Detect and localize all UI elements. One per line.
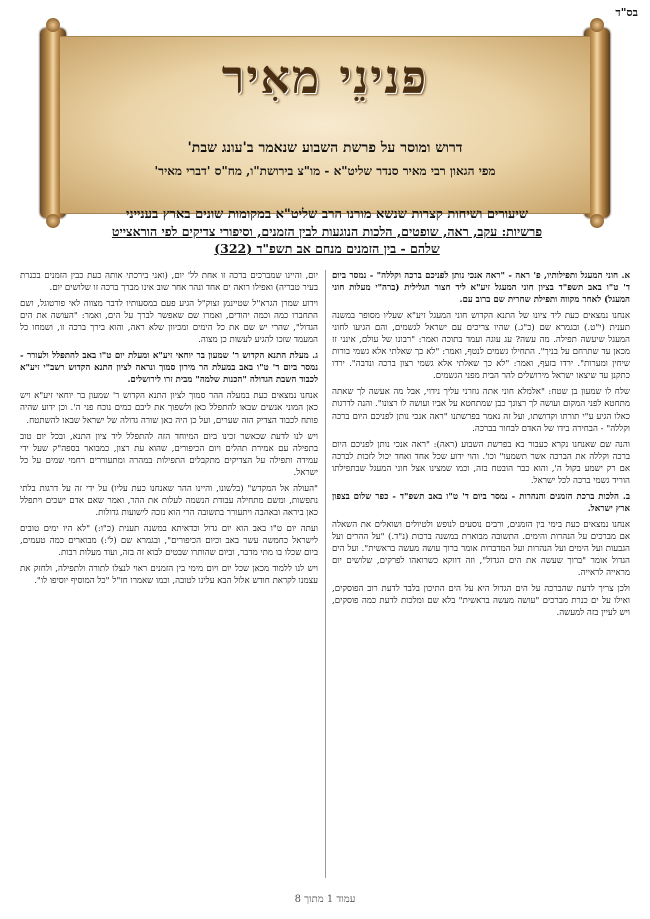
masthead-scroll (46, 22, 604, 220)
paragraph: שלח לו שמעון בן שטח: "אלמלא חוני אתה גוזרני עליך נידוי, אבל מה אעשה לך שאתה מתחטא לפני המקום ועושה לך רצונך כבן שמתחטא על אביו ועושה לו רצונו". והנה לדרגות כאלו הגיע ע"י תורתו וקדושתו, ועל זה נאמר בפרשתנו "ראה אנכי נותן לפניכם היום ברכה וקללה" - הבחירה בידו של האדם לבחור בברכה. (332, 387, 630, 434)
paragraph: יום, והיינו שמברכים ברכה זו אחת לל' יום, (ואני בירכתי אותה כעת כבין הזמנים בכנרת בעיר טבריה) ואפילו רואה ים אחד ונהר אחר שוב אינו מברך ברכה זו שלושים יום. (20, 271, 318, 294)
paragraph: ב. הלכות ברכת הזמנים והנהרות - נמסר ביום ד' ט"ו באב תשפ"ד - כפר שלום בצפון ארץ ישראל. (332, 491, 630, 514)
headline-line-2: פרשיות: עקב, ראה, שופטים, הלכות הנוגעות לבין הזמנים, וסיפורי צדיקים לפי הוראצייט (111, 224, 543, 239)
masthead-title: פנינֵי מאִיר (221, 50, 429, 104)
paragraph: ויש לנו לדעת שכאשר זכינו ביום המיוחד הזה להתפלל ליד ציון התנא, ובכל יום טוב בתפילה עם אמירת תהלים ויום הכיפורים, שהוא עת רצון, כמבואר בספה"ק שעל ידי עמידה ותפילה על הצדיקים מתקבלים התפילות במהרה ומתעוררים רחמי שמים על כל ישראל. (20, 431, 318, 478)
headline-line-1: שיעורים ושיחות קצרות שנשא מורנו הרב שליט"א במקומות שונים בארץ בענייני (125, 207, 529, 222)
masthead-author-line: מפי הגאון רבי מאיר סנדר שליט"א - מו"צ בירושת"ו, מח"ס 'דברי מאיר' (154, 164, 496, 178)
left-column (20, 270, 318, 878)
paragraph: "העולה אל המקדש" (בלשונו, והיינו ההר שאנחנו כעת עליו) על ידי זה על דרגות בלתי נתפשות, ומשם מתחילה עבודת הנשמה לעלות את ההר, ואמר שאם אדם ישכים ויתפלל כאן ביראה ובאהבה ויתעורר בתשובה הרי הוא נזכה לישועות גדולות. (20, 483, 318, 518)
right-column (332, 270, 630, 878)
paragraph: ועתה יום ט"ו באב הוא יום גדול וכדאיתא במשנה תענית (כ"ו:) "לא היו ימים טובים לישראל כחמשה עשר באב וכיום הכיפורים", ובגמרא שם (ל':) מבוארים כמה טעמים, ביום שכלו בו מתי מדבר, וביום שהותרו שבטים לבוא זה בזה, ועוד מעלות רבות. (20, 523, 318, 558)
masthead-subtitle: דרוש ומוסר על פרשת השבוע שנאמר ב'עונג שבת' (187, 140, 463, 156)
paragraph: אנחנו נמצאים כעת ליד ציונו של התנא הקדוש חוני המעגל זיע"א שעליו מסופר במשנה תענית (י"ט.) ובגמרא שם (כ"ג.) שהיו צריכים עם ישראל לגשמים, והם הגיעו לחוני המעגל שיעשה תפילה. מה עשה? עג עוגה ועמד בתוכה ואמר: "רבונו של עולם, אינני זז מכאן עד שתרחם על בניך". התחילו גשמים לנטף, ואמר: "לא כך שאלתי אלא גשמי בורות שיחין ומערות". ירדו בזעף, ואמר: "לא כך שאלתי אלא גשמי רצון ברכה ונדבה". ירדו כתקנן עד שיצאו ישראל מירושלים להר הבית מפני הגשמים. (332, 311, 630, 382)
column-divider (325, 270, 326, 878)
paragraph: אנחנו נמצאים כעת בימי בין הזמנים, ורבים נוסעים לנופש ולטיולים ושואלים את השאלה אם מברכים על הנהרות והימים. התשובה מבוארת במשנה ברכות (נ"ד.) "על ההרים ועל הגבעות ועל הימים ועל הנהרות ועל המדברות אומר ברוך עושה מעשה בראשית". ועל הים הגדול אומר "ברוך שעשה את הים הגדול", וזה דווקא כשרואהו לפרקים, שלושים יום מראייה לראייה. (332, 519, 630, 579)
paragraph: ג. מעלת התנא הקדוש ר' שמעון בר יוחאי זיע"א ומעלת יום ט"ו באב להתפלל ולעורר - נמסר ביום ד' ט"ו באב במעלת הר מירון סמוך ונראה לציון התנא הקדוש רשב"י זיע"א לכבוד השבת הגדולה "הכנות שלמה" מבית זרו לירושלים. (20, 351, 318, 386)
paragraph: והנה שם שאנחנו נקרא כעבור בא בפרשת השבוע (ראה): "ראה אנכי נותן לפניכם היום ברכה וקללה את הברכה אשר תשמעו" וכו'. והוי ידוע שכל אחד ואחד יכול לזכות לברכה אם רק ישמע בקול ה', והוא כבר הובטח בזה, וכמו שמצינו אצל חוני המעגל שבתפילתו הוריד גשמי ברכה לכל ישראל. (332, 439, 630, 486)
paragraph: ולכן צריך לדעת שהברכה על הים הגדול היא על הים התיכון בלבד לדעת רוב הפוסקים, ואילו על ים כנרת מברכים "עושה מעשה בראשית" בלא שם ומלכות לדעת כמה פוסקים, ויש לעיין בזה למעשה. (332, 584, 630, 619)
paragraph: א. חוני המעגל ותפילותיו, פ' ראה - "ראה אנכי נותן לפניכם ברכה וקללה" - נמסר ביום ד' ט"ו באב תשפ"ד בציון חוני המעגל זיע"א ליד חצור הגלילית (ברה"י מעלות חוני המעגל) לאחר מקווה ותפילת שחרית שם ברוב עם. (332, 271, 630, 306)
issue-headline (38, 206, 616, 257)
paragraph: ויש לנו ללמוד מכאן שכל יום ויום מימי בין הזמנים ראוי לנצלו לתורה ולתפילה, ולחזק את עצמנו לקראת חודש אלול הבא עלינו לטובה, וכמו שאמרו חז"ל "כל המוסיף יוסיפו לו". (20, 564, 318, 587)
paragraph: וידוע שמרן הגרא"ל שטיינמן זצוק"ל הגיע פעם במסעותיו לדבר מצווה לאי פורטוגל, ושם התחברו כמה וכמה יהודים, ואמרו שם שאפשר לברך על הים, ואמר: "העושה את הים הגדול", שהרי יש שם את כל הימים ומכיוון שלא ראה, והוא בירך ברכה זו, ושמחו כל המעמד שזכו להגיע לעשות כן מצוה. (20, 299, 318, 346)
top-mark: בס"ד (615, 6, 638, 19)
page-footer: עמוד 1 מתוך 8 (294, 894, 356, 905)
paragraph: אנחנו נמצאים כעת במעלה ההר סמוך לציון התנא הקדוש ר' שמעון בר יוחאי זיע"א ויש כאן המוני אנשים שבאו להתפלל כאן ולשפוך את ליבם כמים נוכח פני ה'. וכן ידוע שהיה פותח לכבוד הצדיק הזה שערים, ועל כן היה כאן שורה גדולה של ישראל שבאו להשתטח. (20, 391, 318, 426)
headline-line-3: שלהם - בין הזמנים מנחם אב תשפ"ד (322) (214, 241, 440, 256)
